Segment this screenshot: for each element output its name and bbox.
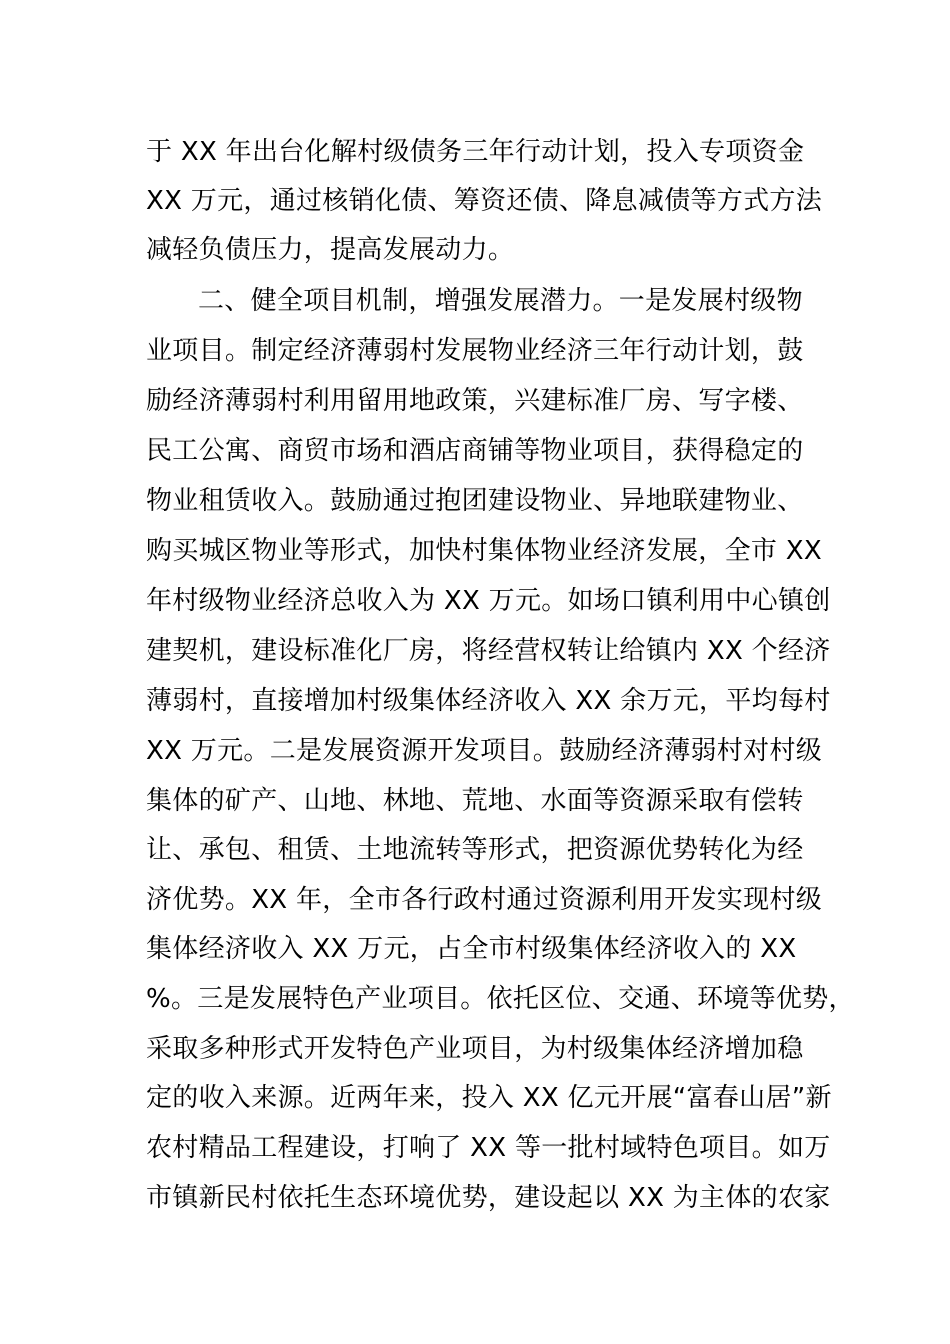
text-line: 采取多种形式开发特色产业项目，为村级集体经济增加稳: [146, 1034, 804, 1064]
text-line: 于 XX 年出台化解村级债务三年行动计划，投入专项资金: [146, 137, 805, 167]
text-line: 业项目。制定经济薄弱村发展物业经济三年行动计划，鼓: [146, 336, 804, 366]
paragraph-start-line: 二、健全项目机制，增强发展潜力。一是发展村级物: [198, 286, 803, 316]
text-line: 市镇新民村依托生态环境优势，建设起以 XX 为主体的农家: [146, 1183, 831, 1213]
text-line: 励经济薄弱村利用留用地政策，兴建标准厂房、写字楼、: [146, 386, 804, 416]
text-line: 购买城区物业等形式，加快村集体物业经济发展，全市 XX: [146, 536, 822, 566]
text-line: XX 万元。二是发展资源开发项目。鼓励经济薄弱村对村级: [146, 736, 822, 766]
text-line: 减轻负债压力，提高发展动力。: [146, 235, 515, 265]
text-line: 农村精品工程建设，打响了 XX 等一批村域特色项目。如万: [146, 1133, 831, 1163]
text-line: 物业租赁收入。鼓励通过抱团建设物业、异地联建物业、: [146, 486, 804, 516]
text-line: %。三是发展特色产业项目。依托区位、交通、环境等优势，: [146, 984, 855, 1014]
text-line: 集体的矿产、山地、林地、荒地、水面等资源采取有偿转: [146, 786, 804, 816]
text-line: 定的收入来源。近两年来，投入 XX 亿元开展“富春山居”新: [146, 1083, 832, 1113]
text-line: 建契机，建设标准化厂房，将经营权转让给镇内 XX 个经济: [146, 636, 831, 666]
text-line: 集体经济收入 XX 万元，占全市村级集体经济收入的 XX: [146, 934, 797, 964]
text-line: 薄弱村，直接增加村级集体经济收入 XX 余万元，平均每村: [146, 686, 831, 716]
text-line: 济优势。XX 年，全市各行政村通过资源利用开发实现村级: [146, 885, 822, 915]
text-line: 年村级物业经济总收入为 XX 万元。如场口镇利用中心镇创: [146, 586, 831, 616]
text-line: 让、承包、租赁、土地流转等形式，把资源优势转化为经: [146, 835, 804, 865]
text-line: 民工公寓、商贸市场和酒店商铺等物业项目，获得稳定的: [146, 436, 804, 466]
text-line: XX 万元，通过核销化债、筹资还债、降息减债等方式方法: [146, 186, 822, 216]
